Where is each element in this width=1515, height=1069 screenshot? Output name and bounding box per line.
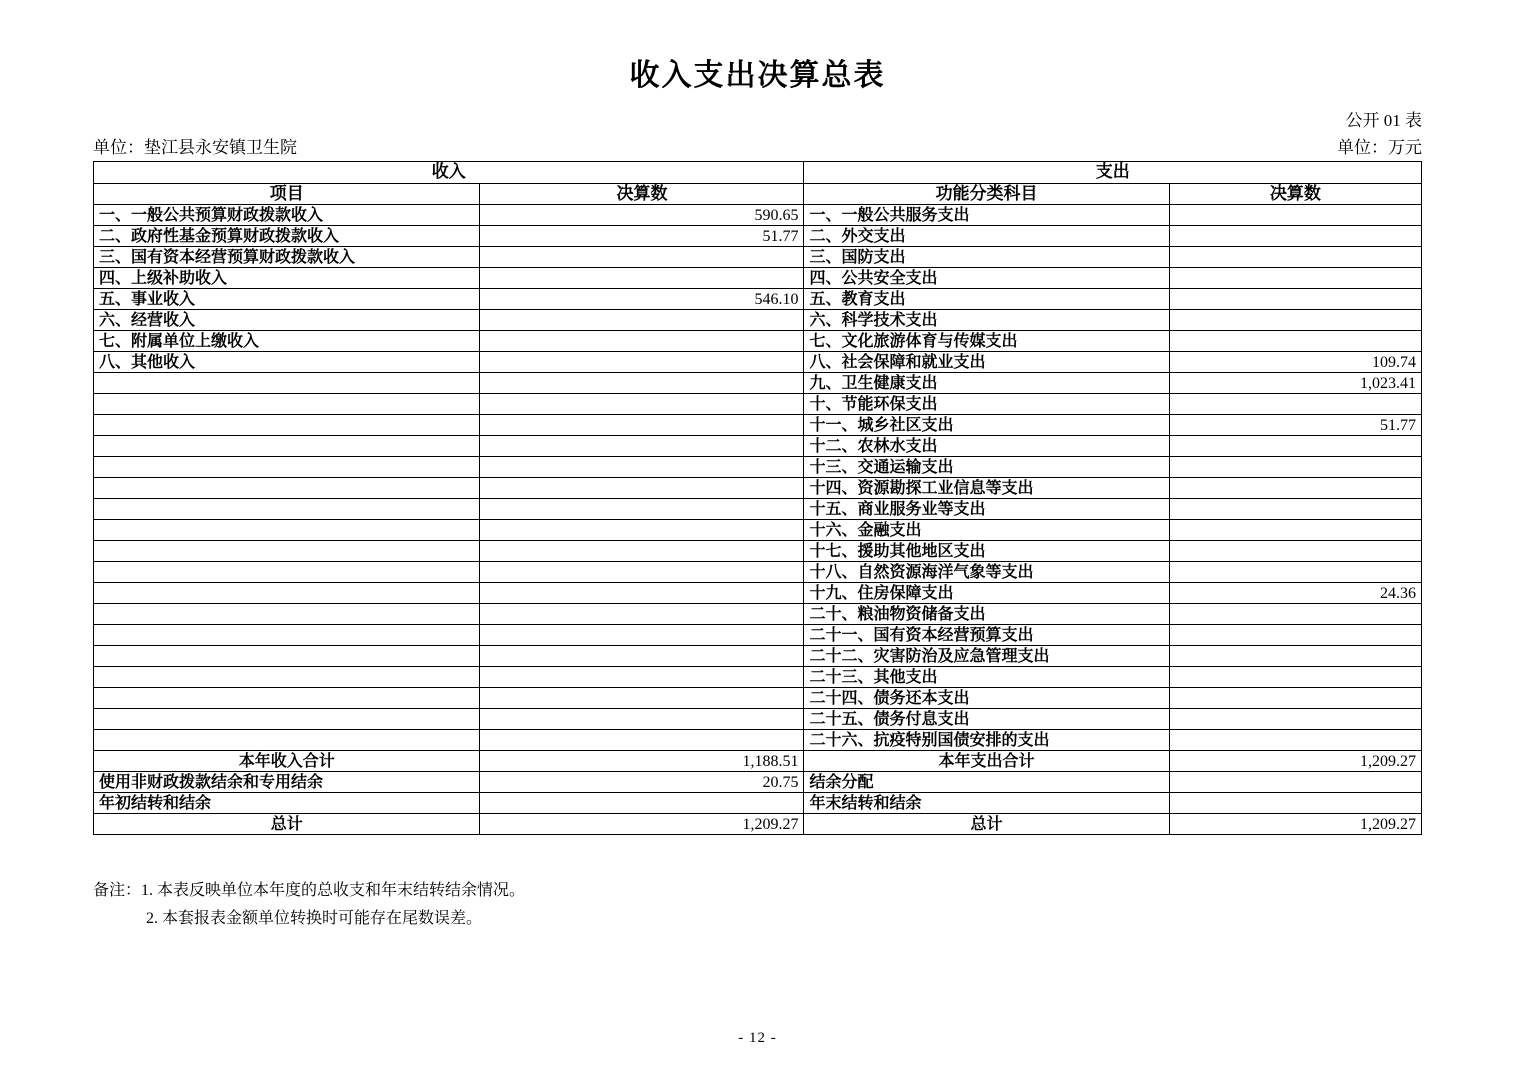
expense-item-cell: 十六、金融支出 (804, 520, 1169, 541)
table-row (94, 310, 1422, 331)
income-amount-cell (480, 352, 804, 373)
expense-amount-cell (1169, 310, 1421, 331)
expense-amount-cell (1169, 688, 1421, 709)
income-item-cell: 使用非财政拨款结余和专用结余 (94, 772, 480, 793)
expense-item-cell: 二十五、债务付息支出 (804, 709, 1169, 730)
table-row (94, 436, 1422, 457)
expense-amount-cell: 1,023.41 (1169, 373, 1421, 394)
table-row (94, 541, 1422, 562)
income-amount-cell (480, 247, 804, 268)
table-row (94, 772, 1422, 793)
expense-amount-cell (1169, 289, 1421, 310)
expense-amount-cell: 51.77 (1169, 415, 1421, 436)
income-item-cell (94, 394, 480, 415)
table-row (94, 415, 1422, 436)
column-header-row (94, 183, 1422, 205)
meta-row (93, 133, 1422, 158)
unit-label: 单位：垫江县永安镇卫生院 (93, 138, 297, 157)
expense-amount-cell (1169, 667, 1421, 688)
income-amount-cell (480, 415, 804, 436)
table-row (94, 625, 1422, 646)
page-number: - 12 - (738, 1030, 777, 1046)
expense-amount-cell (1169, 331, 1421, 352)
expense-amount-cell (1169, 520, 1421, 541)
income-amount-cell: 590.65 (480, 205, 804, 226)
income-item-cell (94, 667, 480, 688)
table-row (94, 352, 1422, 373)
income-amount-cell (480, 625, 804, 646)
table-row (94, 457, 1422, 478)
expense-item-cell: 十一、城乡社区支出 (804, 415, 1169, 436)
table-row (94, 394, 1422, 415)
expense-item-cell: 五、教育支出 (804, 289, 1169, 310)
income-item-cell: 四、上级补助收入 (94, 268, 480, 289)
expense-amount-cell (1169, 541, 1421, 562)
table-code-label: 公开 01 表 (1345, 111, 1422, 130)
expense-amount-cell (1169, 247, 1421, 268)
expense-amount-cell: 24.36 (1169, 583, 1421, 604)
expense-amount-cell (1169, 562, 1421, 583)
income-item-cell (94, 520, 480, 541)
income-item-cell: 二、政府性基金预算财政拨款收入 (94, 226, 480, 247)
income-item-cell (94, 562, 480, 583)
expense-amount-cell: 1,209.27 (1169, 751, 1421, 772)
income-amount-cell (480, 646, 804, 667)
income-item-column-header: 项目 (94, 183, 480, 205)
expense-amount-cell (1169, 205, 1421, 226)
expense-amount-cell (1169, 226, 1421, 247)
table-row (94, 373, 1422, 394)
table-row (94, 205, 1422, 226)
income-item-cell (94, 688, 480, 709)
expense-item-cell: 四、公共安全支出 (804, 268, 1169, 289)
income-item-cell: 本年收入合计 (94, 751, 480, 772)
expense-section-header: 支出 (804, 162, 1422, 184)
income-item-cell (94, 373, 480, 394)
notes (93, 877, 1422, 931)
table-row (94, 667, 1422, 688)
table-row (94, 268, 1422, 289)
income-item-cell (94, 499, 480, 520)
expense-amount-cell (1169, 709, 1421, 730)
income-item-cell: 七、附属单位上缴收入 (94, 331, 480, 352)
income-amount-cell (480, 457, 804, 478)
income-amount-cell (480, 520, 804, 541)
expense-amount-cell (1169, 499, 1421, 520)
page-title: 收入支出决算总表 (629, 59, 886, 92)
expense-item-cell: 六、科学技术支出 (804, 310, 1169, 331)
note-line-1: 备注：1. 本表反映单位本年度的总收支和年末结转结余情况。 (93, 882, 526, 900)
table-row (94, 709, 1422, 730)
currency-label: 单位：万元 (1337, 138, 1422, 157)
income-amount-cell (480, 331, 804, 352)
expense-item-cell: 总计 (804, 814, 1169, 835)
income-amount-cell (480, 730, 804, 751)
expense-amount-cell (1169, 646, 1421, 667)
income-item-cell: 一、一般公共预算财政拨款收入 (94, 205, 480, 226)
expense-item-cell: 十四、资源勘探工业信息等支出 (804, 478, 1169, 499)
income-amount-cell (480, 688, 804, 709)
expense-amount-cell (1169, 793, 1421, 814)
expense-amount-column-header: 决算数 (1169, 183, 1421, 205)
income-amount-cell: 1,209.27 (480, 814, 804, 835)
income-amount-cell (480, 667, 804, 688)
income-amount-cell (480, 604, 804, 625)
table-row (94, 583, 1422, 604)
expense-item-cell: 二十、粮油物资储备支出 (804, 604, 1169, 625)
expense-item-cell: 二十二、灾害防治及应急管理支出 (804, 646, 1169, 667)
income-item-cell: 三、国有资本经营预算财政拨款收入 (94, 247, 480, 268)
income-amount-cell: 546.10 (480, 289, 804, 310)
table-row (94, 604, 1422, 625)
income-item-cell (94, 625, 480, 646)
table-row (94, 478, 1422, 499)
income-amount-cell: 1,188.51 (480, 751, 804, 772)
income-item-cell: 总计 (94, 814, 480, 835)
income-item-cell (94, 730, 480, 751)
table-row (94, 814, 1422, 835)
expense-amount-cell (1169, 394, 1421, 415)
table-row (94, 688, 1422, 709)
income-amount-column-header: 决算数 (480, 183, 804, 205)
table-row (94, 562, 1422, 583)
table-row (94, 730, 1422, 751)
income-amount-cell (480, 436, 804, 457)
income-item-cell (94, 478, 480, 499)
expense-item-cell: 八、社会保障和就业支出 (804, 352, 1169, 373)
table-row (94, 646, 1422, 667)
income-item-cell: 年初结转和结余 (94, 793, 480, 814)
expense-amount-cell (1169, 268, 1421, 289)
expense-item-cell: 十七、援助其他地区支出 (804, 541, 1169, 562)
table-row (94, 226, 1422, 247)
income-item-cell: 五、事业收入 (94, 289, 480, 310)
table-row (94, 247, 1422, 268)
income-item-cell: 六、经营收入 (94, 310, 480, 331)
income-amount-cell (480, 499, 804, 520)
income-item-cell (94, 457, 480, 478)
income-amount-cell (480, 541, 804, 562)
expense-amount-cell: 109.74 (1169, 352, 1421, 373)
income-item-cell (94, 541, 480, 562)
expense-amount-cell (1169, 436, 1421, 457)
income-item-cell (94, 436, 480, 457)
income-item-cell: 八、其他收入 (94, 352, 480, 373)
expense-item-cell: 三、国防支出 (804, 247, 1169, 268)
income-amount-cell: 51.77 (480, 226, 804, 247)
table-row (94, 289, 1422, 310)
income-amount-cell (480, 478, 804, 499)
table-row (94, 520, 1422, 541)
income-amount-cell (480, 394, 804, 415)
table-row (94, 499, 1422, 520)
expense-item-cell: 十、节能环保支出 (804, 394, 1169, 415)
expense-item-cell: 十二、农林水支出 (804, 436, 1169, 457)
income-item-cell (94, 583, 480, 604)
expense-item-cell: 七、文化旅游体育与传媒支出 (804, 331, 1169, 352)
note-line-2: 2. 本套报表金额单位转换时可能存在尾数误差。 (146, 909, 483, 927)
table-row (94, 331, 1422, 352)
income-amount-cell (480, 373, 804, 394)
income-amount-cell (480, 310, 804, 331)
expense-item-cell: 十三、交通运输支出 (804, 457, 1169, 478)
expense-item-cell: 结余分配 (804, 772, 1169, 793)
expense-amount-cell (1169, 478, 1421, 499)
expense-amount-cell (1169, 457, 1421, 478)
expense-item-cell: 二十一、国有资本经营预算支出 (804, 625, 1169, 646)
expense-amount-cell (1169, 772, 1421, 793)
income-amount-cell (480, 793, 804, 814)
expense-item-cell: 十八、自然资源海洋气象等支出 (804, 562, 1169, 583)
expense-item-cell: 年末结转和结余 (804, 793, 1169, 814)
income-item-cell (94, 604, 480, 625)
income-amount-cell (480, 583, 804, 604)
expense-item-cell: 二十六、抗疫特别国债安排的支出 (804, 730, 1169, 751)
expense-item-cell: 二十三、其他支出 (804, 667, 1169, 688)
expense-item-cell: 十九、住房保障支出 (804, 583, 1169, 604)
income-amount-cell: 20.75 (480, 772, 804, 793)
income-amount-cell (480, 268, 804, 289)
section-header-row (94, 162, 1422, 184)
income-amount-cell (480, 562, 804, 583)
income-item-cell (94, 646, 480, 667)
income-section-header: 收入 (94, 162, 804, 184)
expense-item-column-header: 功能分类科目 (804, 183, 1169, 205)
expense-item-cell: 一、一般公共服务支出 (804, 205, 1169, 226)
income-item-cell (94, 709, 480, 730)
expense-item-cell: 本年支出合计 (804, 751, 1169, 772)
income-amount-cell (480, 709, 804, 730)
table-row (94, 751, 1422, 772)
expense-item-cell: 十五、商业服务业等支出 (804, 499, 1169, 520)
expense-item-cell: 九、卫生健康支出 (804, 373, 1169, 394)
income-item-cell (94, 415, 480, 436)
budget-summary-table (93, 161, 1422, 835)
expense-item-cell: 二十四、债务还本支出 (804, 688, 1169, 709)
expense-item-cell: 二、外交支出 (804, 226, 1169, 247)
expense-amount-cell: 1,209.27 (1169, 814, 1421, 835)
expense-amount-cell (1169, 625, 1421, 646)
expense-amount-cell (1169, 604, 1421, 625)
table-row (94, 793, 1422, 814)
expense-amount-cell (1169, 730, 1421, 751)
